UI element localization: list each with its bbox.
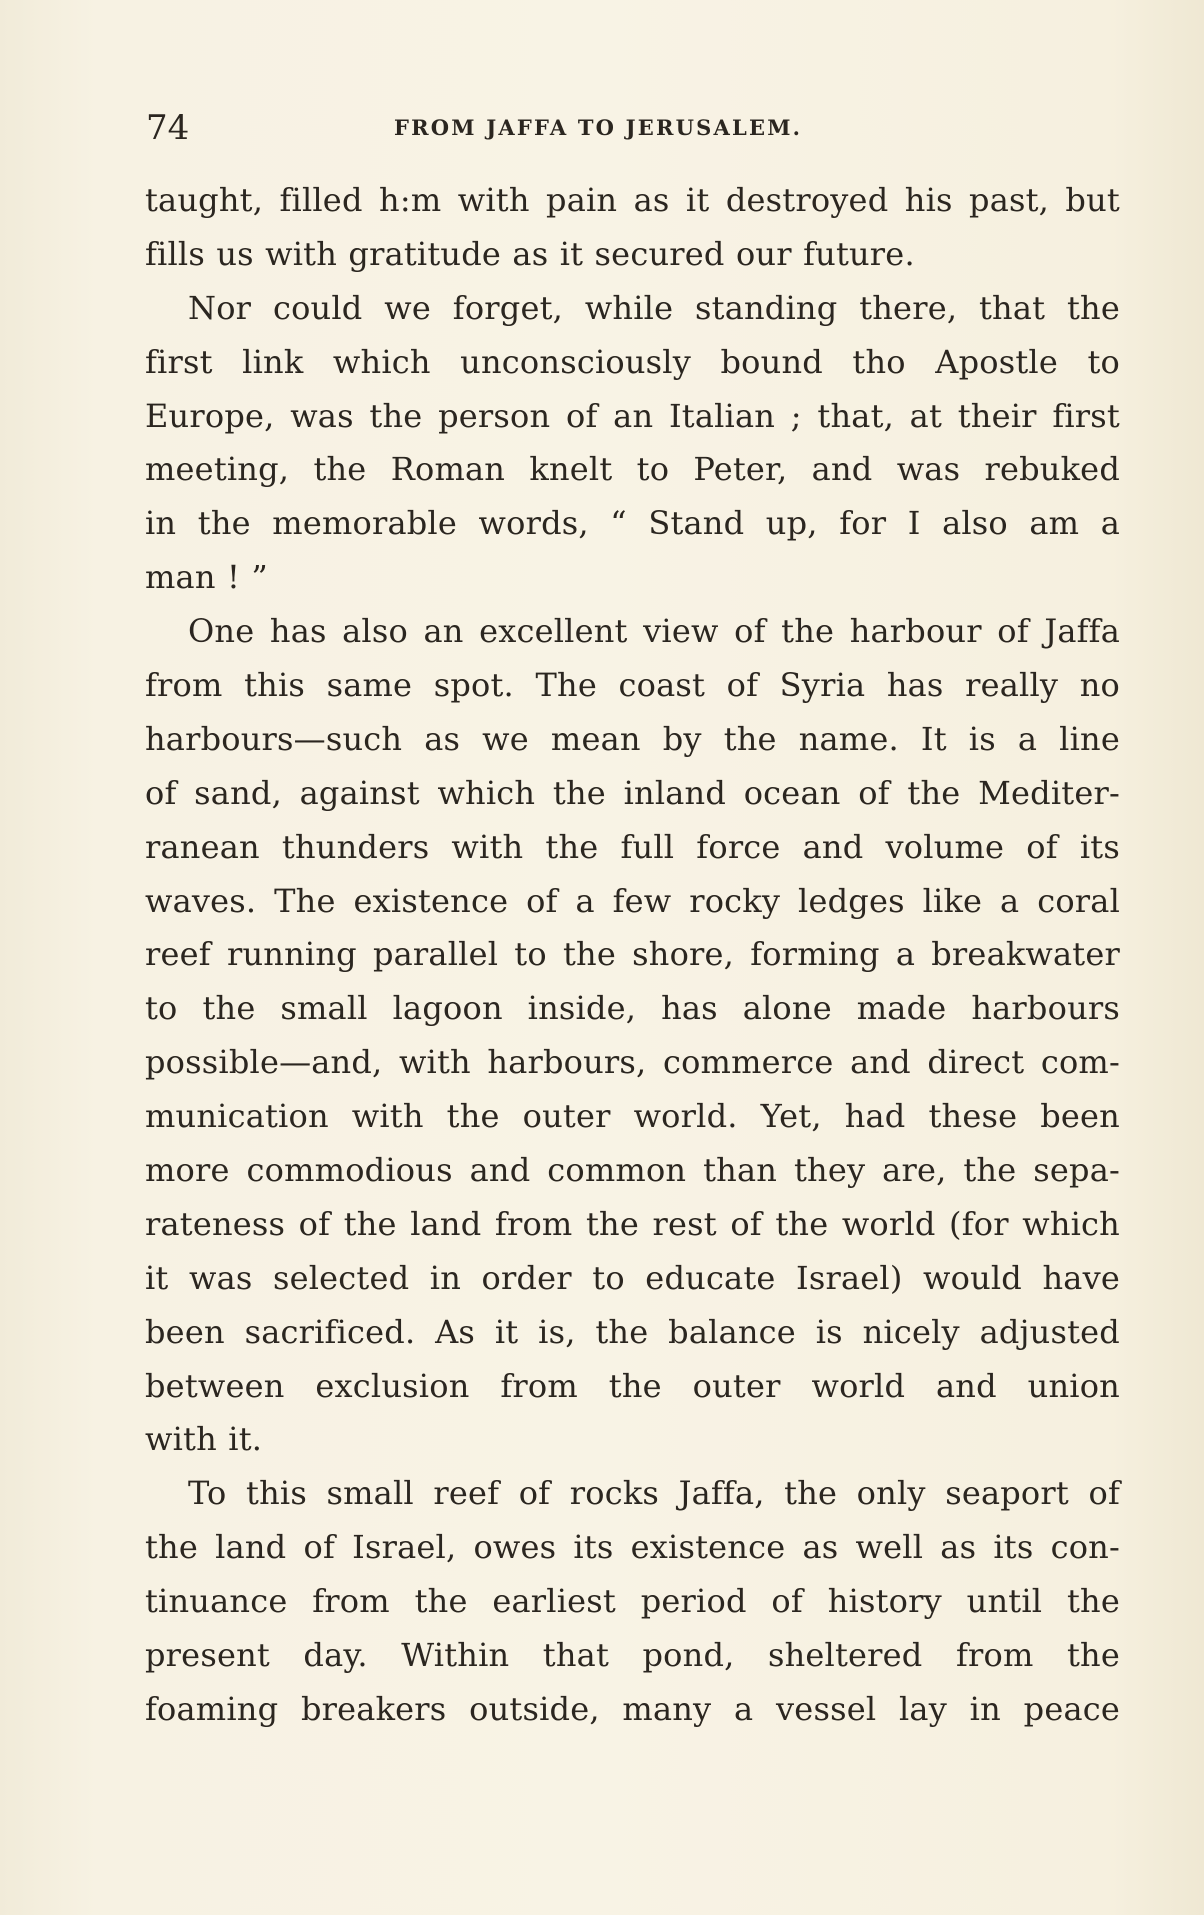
body-text [145,174,1120,1737]
text-line: Europe, was the person of an Italian ; that, at their first [145,396,1120,435]
text-line: tinuance from the earliest period of history until the [145,1582,1120,1621]
text-line: Nor could we forget, while standing there, that the [188,288,1120,327]
text-line: man ! ” [145,558,268,597]
text-line: taught, filled h:m with pain as it destroyed his past, but [145,181,1120,219]
text-line: from this same spot. The coast of Syria has really no [145,666,1120,705]
text-line: munication with the outer world. Yet, had these been [145,1097,1120,1136]
text-line: been sacrificed. As it is, the balance is nicely adjusted [145,1312,1120,1351]
text-line: reef running parallel to the shore, forming a breakwater [145,935,1120,974]
text-line: To this small reef of rocks Jaffa, the only seaport of [188,1474,1120,1513]
text-line: the land of Israel, owes its existence as well as its con- [145,1528,1120,1567]
text-line: first link which unconsciously bound tho Apostle to [145,342,1120,381]
text-line: meeting, the Roman knelt to Peter, and was rebuked [145,450,1120,489]
running-head-title: FROM JAFFA TO JERUSALEM. [394,115,803,140]
text-line: waves. The existence of a few rocky ledges like a coral [145,881,1120,920]
text-line: possible—and, with harbours, commerce and direct com- [145,1043,1120,1082]
text-line: more commodious and common than they are, the sepa- [145,1151,1120,1190]
text-line: harbours—such as we mean by the name. It is a line [145,719,1120,758]
text-line: present day. Within that pond, sheltered from the [145,1636,1120,1675]
text-line: between exclusion from the outer world and union [145,1366,1120,1405]
text-line: with it. [145,1420,263,1459]
text-line: ranean thunders with the full force and volume of its [145,827,1120,866]
text-line: One has also an excellent view of the harbour of Jaffa [188,612,1120,651]
page-number: 74 [146,108,190,148]
text-line: rateness of the land from the rest of the world (for which [145,1204,1120,1243]
text-line: it was selected in order to educate Israel) would have [145,1258,1120,1297]
text-line: fills us with gratitude as it secured our future. [145,234,915,273]
text-line: foaming breakers outside, many a vessel lay in peace [145,1689,1120,1728]
text-line: in the memorable words, “ Stand up, for I also am a [145,504,1120,543]
text-line: of sand, against which the inland ocean of the Mediter- [145,773,1120,812]
running-head [146,106,1108,150]
text-line: to the small lagoon inside, has alone made harbours [145,989,1120,1028]
